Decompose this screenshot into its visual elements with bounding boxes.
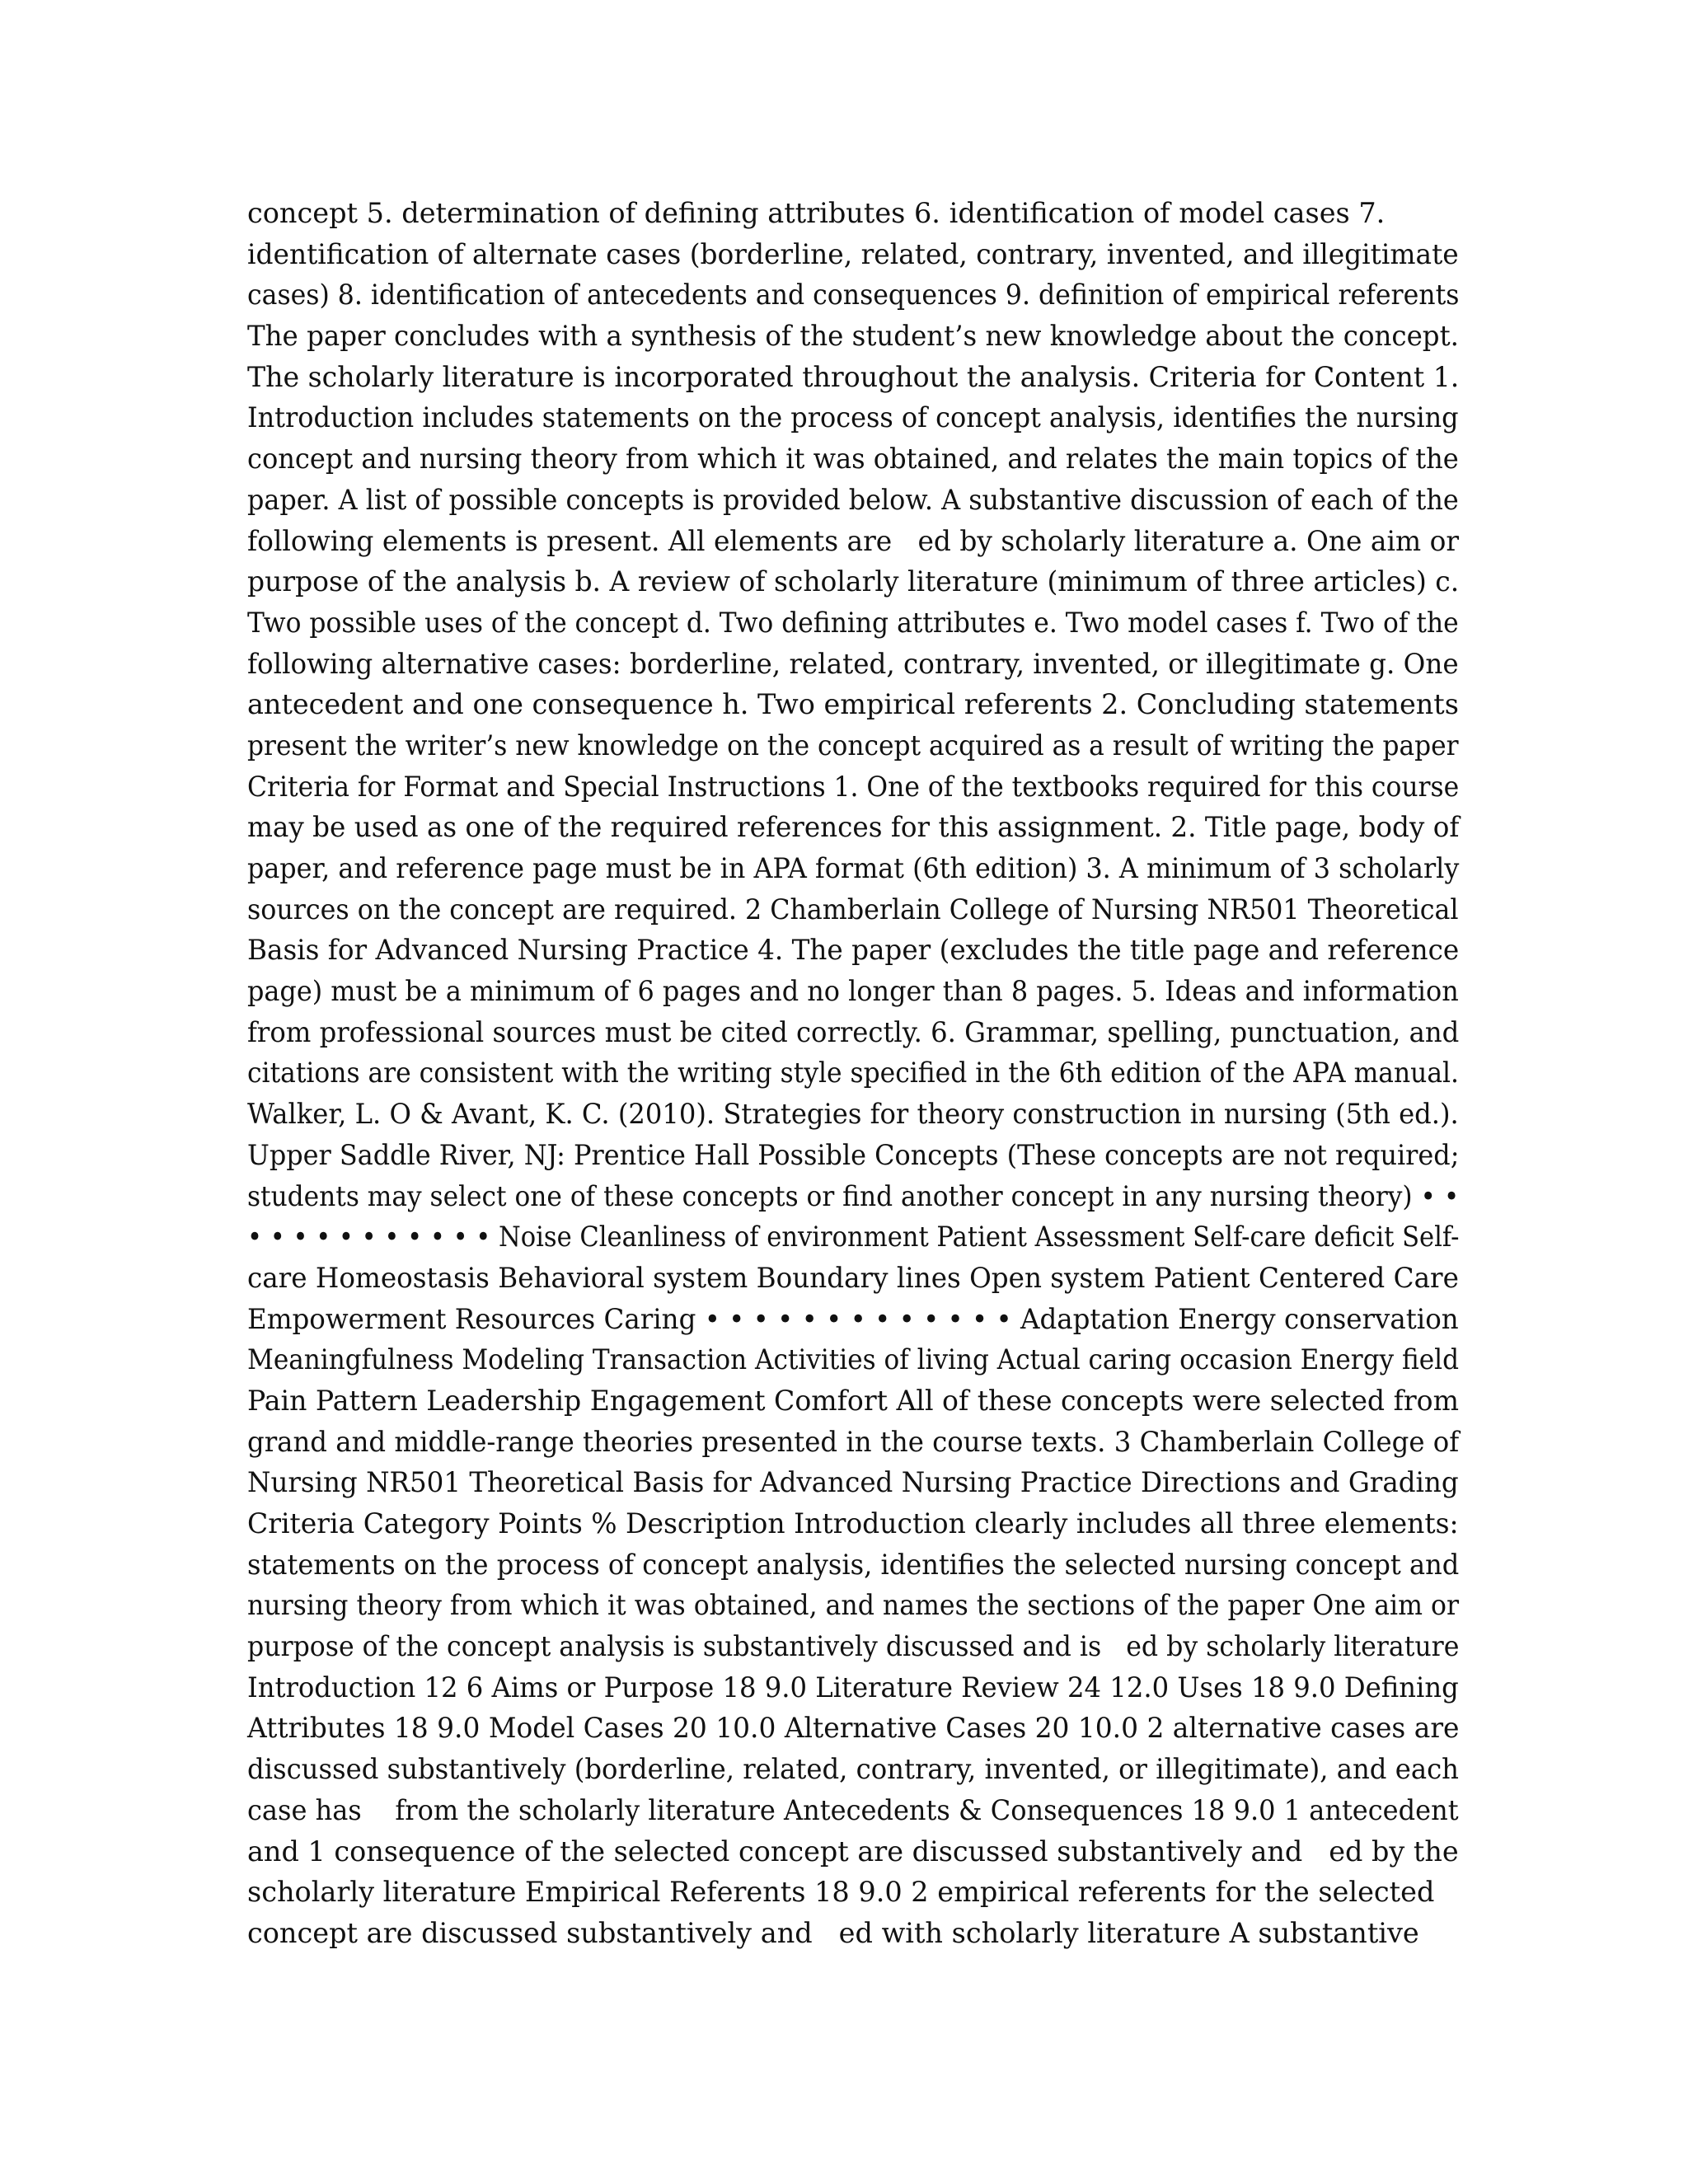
text-line: concept 5. determination of defining attributes 6. identification of model cases 7. bbox=[247, 197, 1386, 229]
text-line: Meaningfulness Modeling Transaction Activities of living Actual caring occasion Energy field bbox=[247, 1343, 1459, 1376]
text-line: present the writer’s new knowledge on the concept acquired as a result of writing the paper bbox=[247, 729, 1459, 762]
text-line: from professional sources must be cited correctly. 6. Grammar, spelling, punctuation, and bbox=[247, 1015, 1460, 1048]
text-line: statements on the process of concept analysis, identifies the selected nursing concept and bbox=[247, 1548, 1460, 1581]
text-line: concept and nursing theory from which it was obtained, and relates the main topics of the bbox=[247, 443, 1459, 476]
text-line: and 1 consequence of the selected concept are discussed substantively and ed by the bbox=[247, 1835, 1459, 1868]
text-line: Nursing NR501 Theoretical Basis for Advanced Nursing Practice Directions and Grading bbox=[247, 1466, 1459, 1499]
text-line: grand and middle-range theories presented in the course texts. 3 Chamberlain College of bbox=[247, 1425, 1460, 1458]
document-body-text bbox=[247, 193, 1459, 1954]
text-line: Introduction 12 6 Aims or Purpose 18 9.0 Literature Review 24 12.0 Uses 18 9.0 Defining bbox=[247, 1671, 1459, 1704]
text-line: following alternative cases: borderline, related, contrary, invented, or illegitimate g. One bbox=[247, 647, 1459, 680]
text-line: The scholarly literature is incorporated throughout the analysis. Criteria for Content 1. bbox=[247, 360, 1460, 393]
text-line: purpose of the analysis b. A review of scholarly literature (minimum of three articles) c. bbox=[247, 565, 1460, 598]
text-line: identification of alternate cases (borderline, related, contrary, invented, and illegitimate bbox=[247, 237, 1459, 270]
text-line: Two possible uses of the concept d. Two defining attributes e. Two model cases f. Two of the bbox=[247, 606, 1459, 639]
text-line: may be used as one of the required references for this assignment. 2. Title page, body of bbox=[247, 811, 1460, 844]
text-line: scholarly literature Empirical Referents 18 9.0 2 empirical referents for the selected bbox=[247, 1876, 1435, 1909]
text-line: sources on the concept are required. 2 Chamberlain College of Nursing NR501 Theoretical bbox=[247, 893, 1459, 926]
text-line: Upper Saddle River, NJ: Prentice Hall Possible Concepts (These concepts are not required; bbox=[247, 1138, 1460, 1171]
text-line: Basis for Advanced Nursing Practice 4. The paper (excludes the title page and reference bbox=[247, 934, 1460, 967]
text-line: nursing theory from which it was obtained, and names the sections of the paper One aim or bbox=[247, 1589, 1460, 1622]
text-line: The paper concludes with a synthesis of the student’s new knowledge about the concept. bbox=[247, 320, 1459, 353]
text-line: Criteria for Format and Special Instructions 1. One of the textbooks required for this course bbox=[247, 770, 1460, 803]
text-line: antecedent and one consequence h. Two empirical referents 2. Concluding statements bbox=[247, 688, 1459, 721]
text-line: citations are consistent with the writing style specified in the 6th edition of the APA manual. bbox=[247, 1057, 1459, 1090]
text-line: • • • • • • • • • • • Noise Cleanliness of environment Patient Assessment Self-care deficit Self- bbox=[247, 1221, 1460, 1254]
text-line: paper. A list of possible concepts is provided below. A substantive discussion of each of the bbox=[247, 483, 1459, 516]
text-line: Pain Pattern Leadership Engagement Comfort All of these concepts were selected from bbox=[247, 1384, 1459, 1417]
text-line: concept are discussed substantively and ed with scholarly literature A substantive bbox=[247, 1916, 1419, 1949]
text-line: Walker, L. O & Avant, K. C. (2010). Strategies for theory construction in nursing (5th ed.). bbox=[247, 1098, 1459, 1131]
text-line: page) must be a minimum of 6 pages and no longer than 8 pages. 5. Ideas and information bbox=[247, 975, 1459, 1008]
text-line: Empowerment Resources Caring • • • • • • • • • • • • • Adaptation Energy conservation bbox=[247, 1302, 1459, 1335]
text-line: Introduction includes statements on the process of concept analysis, identifies the nursing bbox=[247, 401, 1459, 434]
text-line: care Homeostasis Behavioral system Boundary lines Open system Patient Centered Care bbox=[247, 1261, 1459, 1294]
text-line: purpose of the concept analysis is substantively discussed and is ed by scholarly literature bbox=[247, 1630, 1460, 1663]
text-line: Criteria Category Points % Description Introduction clearly includes all three elements: bbox=[247, 1507, 1459, 1540]
text-line: case has from the scholarly literature Antecedents & Consequences 18 9.0 1 antecedent bbox=[247, 1793, 1459, 1826]
text-line: following elements is present. All elements are ed by scholarly literature a. One aim or bbox=[247, 524, 1460, 557]
text-line: students may select one of these concepts or find another concept in any nursing theory) • • bbox=[247, 1179, 1460, 1212]
text-line: discussed substantively (borderline, related, contrary, invented, or illegitimate), and each bbox=[247, 1753, 1459, 1786]
text-line: Attributes 18 9.0 Model Cases 20 10.0 Alternative Cases 20 10.0 2 alternative cases are bbox=[247, 1712, 1460, 1745]
text-line: paper, and reference page must be in APA format (6th edition) 3. A minimum of 3 scholarly bbox=[247, 852, 1460, 884]
text-line: cases) 8. identification of antecedents and consequences 9. definition of empirical referents bbox=[247, 279, 1460, 312]
